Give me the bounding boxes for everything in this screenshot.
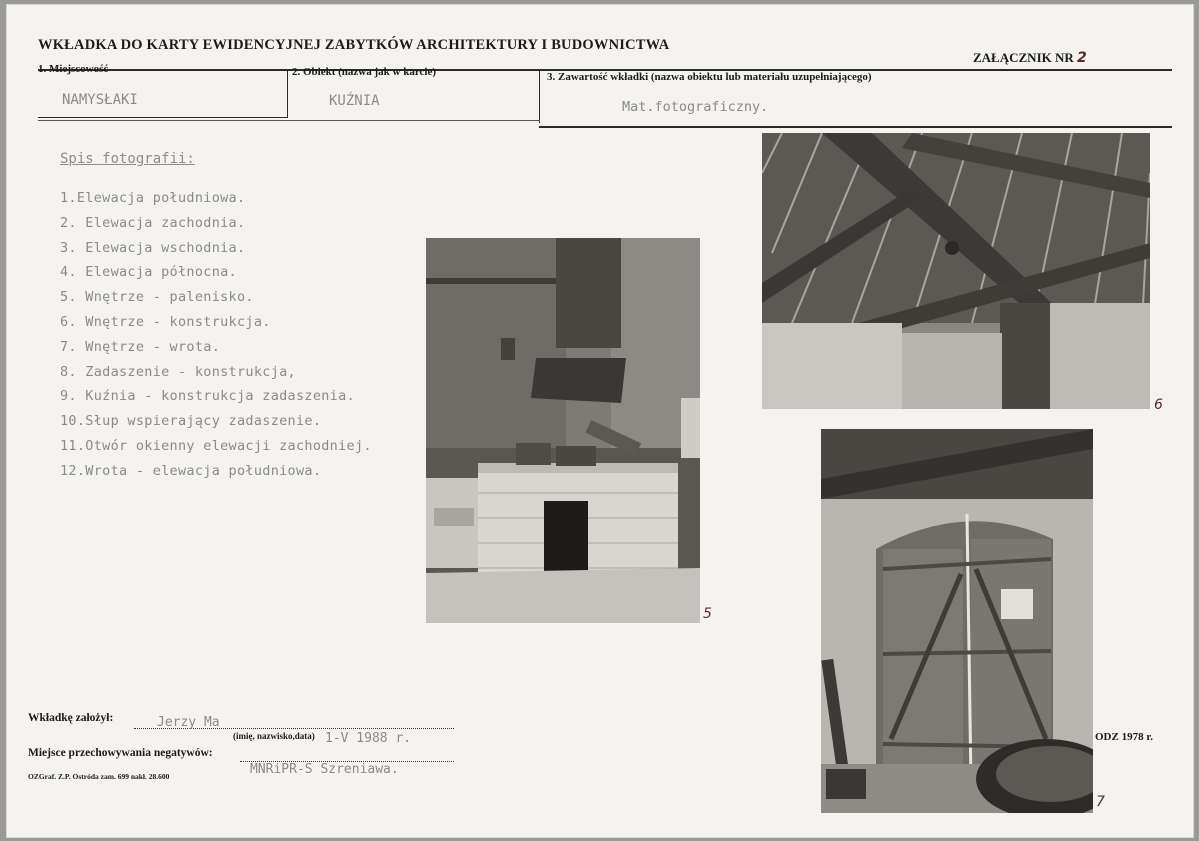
created-by-value: Jerzy Ma <box>157 715 220 730</box>
field-rule-2 <box>539 126 1172 128</box>
photo-list-item: 9. Kuźnia - konstrukcja zadaszenia. <box>60 388 355 405</box>
photo-list-item: 7. Wnętrze - wrota. <box>60 338 221 355</box>
printer-note: OZGraf. Z.P. Ostróda zam. 699 nakł. 28.600 <box>28 772 170 781</box>
photo-forge-hearth <box>426 238 700 623</box>
photo-forge-hearth-image <box>426 238 700 623</box>
photo-roof-construction-image <box>762 133 1150 409</box>
locality-value: NAMYSŁAKI <box>62 92 138 108</box>
locality-label: 1. Miejscowość <box>38 63 109 75</box>
negatives-label: Miejsce przechowywania negatywów: <box>28 747 213 759</box>
photo-list-item: 3. Elewacja wschodnia. <box>60 239 246 256</box>
field-divider-2 <box>539 69 540 123</box>
attachment-label-text: ZAŁĄCZNIK NR <box>973 50 1074 65</box>
photo6-number: 6 <box>1154 397 1163 413</box>
photo-interior-gate <box>821 429 1093 813</box>
photo-list-item: 12.Wrota - elewacja południowa. <box>60 462 322 479</box>
photo-list-item: 2. Elewacja zachodnia. <box>60 214 246 231</box>
photo-interior-gate-image <box>821 429 1093 813</box>
photo-list-item: 4. Elewacja północna. <box>60 264 237 281</box>
odz-note: ODZ 1978 r. <box>1095 731 1153 743</box>
photo-list-item: 1.Elewacja południowa. <box>60 190 246 206</box>
object-value: KUŹNIA <box>329 93 380 109</box>
photo7-number: 7 <box>1096 794 1105 810</box>
content-value: Mat.fotograficzny. <box>622 99 769 115</box>
photo-list-heading: Spis fotografii: <box>60 151 195 167</box>
created-by-value-tail: 1-V 1988 r. <box>325 731 412 746</box>
negatives-value: MNRiPR-S Szreniawa. <box>250 762 399 777</box>
field-divider-1 <box>287 69 288 117</box>
photo-list-item: 5. Wnętrze - palenisko. <box>60 289 254 306</box>
field-rule-3 <box>38 120 540 121</box>
object-label: 2. Obiekt (nazwa jak w karcie) <box>292 66 437 78</box>
content-label: 3. Zawartość wkładki (nazwa obiektu lub materiału uzupełniającego) <box>547 71 872 83</box>
photo-list-item: 6. Wnętrze - konstrukcja. <box>60 314 271 330</box>
photo-list-item: 8. Zadaszenie - konstrukcja, <box>60 363 296 380</box>
photo-list-item: 11.Otwór okienny elewacji zachodniej. <box>60 438 372 454</box>
document-sheet <box>6 4 1194 838</box>
photo-roof-construction <box>762 133 1150 409</box>
photo5-number: 5 <box>703 606 712 622</box>
document-title: WKŁADKA DO KARTY EWIDENCYJNEJ ZABYTKÓW ARCHITEKTURY I BUDOWNICTWA <box>38 37 670 53</box>
attachment-number: 2 <box>1077 50 1087 66</box>
created-by-label: Wkładkę założył: <box>28 712 114 724</box>
attachment-label <box>973 50 1087 66</box>
created-by-hint: (imię, nazwisko,data) <box>233 731 315 741</box>
field-rule-1 <box>38 117 288 118</box>
photo-list-item: 10.Słup wspierający zadaszenie. <box>60 413 322 430</box>
